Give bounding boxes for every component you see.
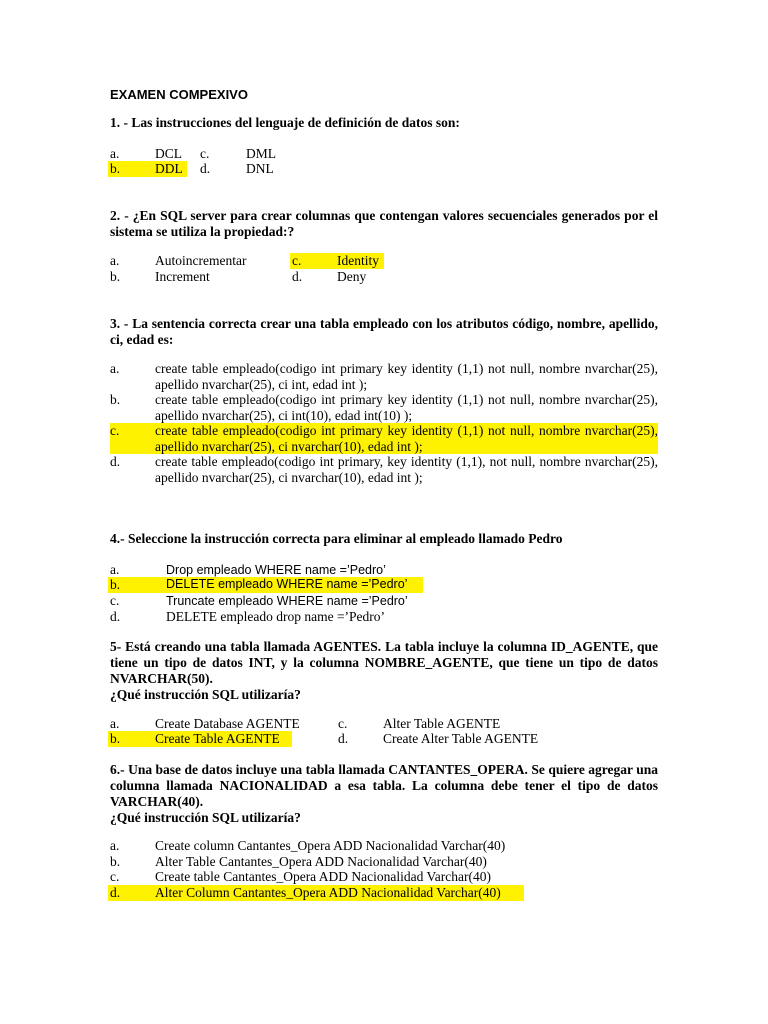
q4-option-b-letter: b. xyxy=(110,577,121,592)
q3-option-c xyxy=(110,423,658,454)
q5-option-a-text: Create Database AGENTE xyxy=(155,716,300,731)
q4-option-d-letter: d. xyxy=(110,609,121,624)
q5-option-a-letter: a. xyxy=(110,716,120,731)
q2-option-c-text: Identity xyxy=(337,253,379,268)
q3-option-b-text: create table empleado(codigo int primary key identity (1,1) not null, nombre nvarchar(25), apellido nvarchar(25), ci int(10), edad int(10) ); xyxy=(155,392,658,423)
q6-option-a-text: Create column Cantantes_Opera ADD Nacionalidad Varchar(40) xyxy=(155,838,506,853)
q1-option-a-text: DCL xyxy=(155,146,182,161)
q3-option-d xyxy=(110,454,658,485)
q6-option-d-highlight xyxy=(108,885,524,901)
q3-option-a-letter: a. xyxy=(110,361,120,376)
question-6-text: 6.- Una base de datos incluye una tabla llamada CANTANTES_OPERA. Se quiere agregar una columna llamada NACIONALIDAD a esa tabla. La columna debe tener el tipo de datos VARCHAR(40). xyxy=(110,762,658,809)
q2-option-a-letter: a. xyxy=(110,253,120,268)
q4-option-b-highlight xyxy=(108,577,423,593)
q2-option-d-letter: d. xyxy=(292,269,303,284)
question-2: 2. - ¿En SQL server para crear columnas que contengan valores secuenciales generados por el sistema se utiliza la propiedad:? xyxy=(110,208,658,239)
question-4: 4.- Seleccione la instrucción correcta para eliminar al empleado llamado Pedro xyxy=(110,531,563,546)
q4-option-a-letter: a. xyxy=(110,562,120,577)
q3-option-a-text: create table empleado(codigo int primary key identity (1,1) not null, nombre nvarchar(25), apellido nvarchar(25), ci int, edad int ); xyxy=(155,361,658,392)
q1-option-c-letter: c. xyxy=(200,146,210,161)
q5-option-c-letter: c. xyxy=(338,716,348,731)
q3-option-c-letter: c. xyxy=(110,423,120,438)
q2-option-a-text: Autoincrementar xyxy=(155,253,247,268)
question-1: 1. - Las instrucciones del lenguaje de definición de datos son: xyxy=(110,115,460,130)
q2-option-c-letter: c. xyxy=(292,253,302,268)
q5-option-d-letter: d. xyxy=(338,731,349,746)
q3-option-a xyxy=(110,361,658,392)
q5-option-b-letter: b. xyxy=(110,731,121,746)
q6-option-d-text: Alter Column Cantantes_Opera ADD Nacionalidad Varchar(40) xyxy=(155,885,501,900)
q4-option-d-text: DELETE empleado drop name =’Pedro’ xyxy=(166,609,386,624)
q3-option-d-text: create table empleado(codigo int primary, key identity (1,1), not null, nombre nvarchar(25), apellido nvarchar(25), ci nvarchar(10), edad int ); xyxy=(155,454,658,485)
q6-option-a-letter: a. xyxy=(110,838,120,853)
q2-option-c-highlight xyxy=(290,253,384,269)
q6-option-b-text: Alter Table Cantantes_Opera ADD Nacionalidad Varchar(40) xyxy=(155,854,487,869)
question-5-text: 5- Está creando una tabla llamada AGENTES. La tabla incluye la columna ID_AGENTE, que tiene un tipo de datos INT, y la columna NOMBRE_AGENTE, que tiene un tipo de datos NVARCHAR(50). xyxy=(110,639,658,686)
q2-option-b-letter: b. xyxy=(110,269,121,284)
q1-option-a-letter: a. xyxy=(110,146,120,161)
q6-option-d-letter: d. xyxy=(110,885,121,900)
question-6-prompt: ¿Qué instrucción SQL utilizaría? xyxy=(110,810,301,825)
q3-option-d-letter: d. xyxy=(110,454,121,469)
q4-option-b-text: DELETE empleado WHERE name =’Pedro’ xyxy=(166,577,408,591)
q1-option-c-text: DML xyxy=(246,146,276,161)
q2-option-d-text: Deny xyxy=(337,269,367,284)
exam-title: EXAMEN COMPEXIVO xyxy=(110,87,248,102)
q1-option-b-letter: b. xyxy=(110,161,121,176)
q5-option-b-text: Create Table AGENTE xyxy=(155,731,280,746)
q4-option-a-text: Drop empleado WHERE name =’Pedro’ xyxy=(166,563,386,577)
question-6 xyxy=(110,762,658,826)
question-5 xyxy=(110,639,658,703)
q6-option-b-letter: b. xyxy=(110,854,121,869)
q4-option-c-letter: c. xyxy=(110,593,120,608)
q3-option-b xyxy=(110,392,658,423)
q4-option-c-text: Truncate empleado WHERE name =’Pedro’ xyxy=(166,594,408,608)
q5-option-d-text: Create Alter Table AGENTE xyxy=(383,731,539,746)
q2-option-b-text: Increment xyxy=(155,269,210,284)
q1-option-b-highlight xyxy=(108,161,187,177)
q5-option-b-highlight xyxy=(108,731,292,747)
q1-option-b-text: DDL xyxy=(155,161,183,176)
q1-option-d-text: DNL xyxy=(246,161,274,176)
q6-option-c-text: Create table Cantantes_Opera ADD Nacionalidad Varchar(40) xyxy=(155,869,491,884)
q3-option-b-letter: b. xyxy=(110,392,121,407)
q6-option-c-letter: c. xyxy=(110,869,120,884)
question-5-prompt: ¿Qué instrucción SQL utilizaría? xyxy=(110,687,301,702)
question-3: 3. - La sentencia correcta crear una tabla empleado con los atributos código, nombre, apellido, ci, edad es: xyxy=(110,316,658,347)
q1-option-d-letter: d. xyxy=(200,161,211,176)
q5-option-c-text: Alter Table AGENTE xyxy=(383,716,501,731)
q3-option-c-text: create table empleado(codigo int primary key identity (1,1) not null, nombre nvarchar(25), apellido nvarchar(25), ci nvarchar(10), edad int ); xyxy=(155,423,658,454)
